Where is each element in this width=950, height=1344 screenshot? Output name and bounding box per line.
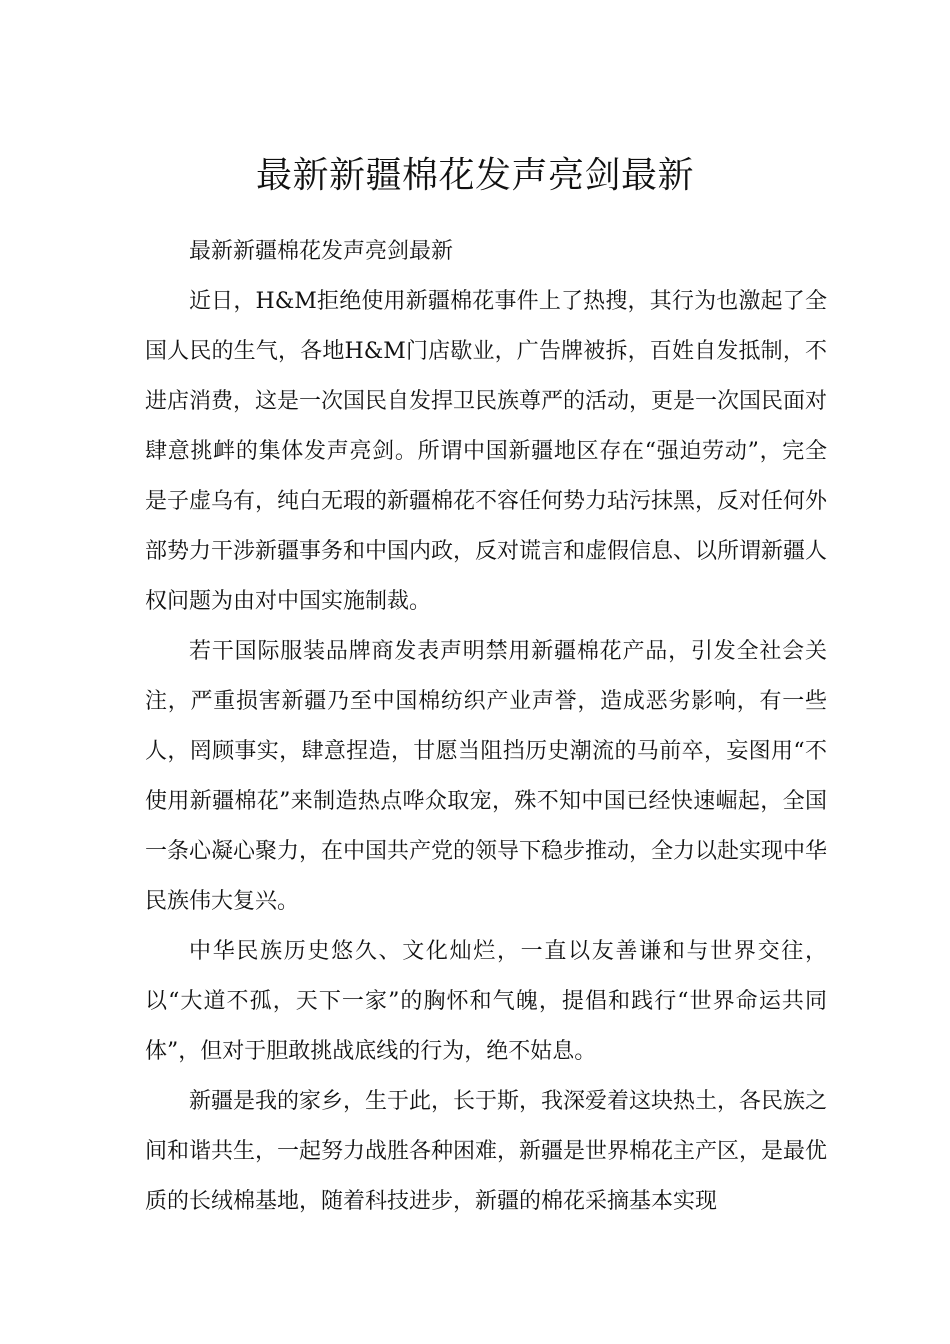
document-body <box>145 227 827 1227</box>
document-title: 最新新疆棉花发声亮剑最新 <box>255 155 694 197</box>
paragraph-3: 中华民族历史悠久、文化灿烂，一直以友善谦和与世界交往，以“大道不孤，天下一家”的胸怀和气魄，提倡和践行“世界命运共同体”，但对于胆敢挑战底线的行为，绝不姑息。 <box>145 939 827 1064</box>
paragraph-1: 近日，H&M拒绝使用新疆棉花事件上了热搜，其行为也激起了全国人民的生气，各地H&M门店歇业，广告牌被拆，百姓自发抵制，不进店消费，这是一次国民自发捍卫民族尊严的活动，更是一次国民面对肆意挑衅的集体发声亮剑。所谓中国新疆地区存在“强迫劳动”，完全是子虚乌有，纯白无瑕的新疆棉花不容任何势力玷污抹黑，反对任何外部势力干涉新疆事务和中国内政，反对谎言和虚假信息、以所谓新疆人权问题为由对中国实施制裁。 <box>145 289 828 614</box>
paragraph-4: 新疆是我的家乡，生于此，长于斯，我深爱着这块热土，各民族之间和谐共生，一起努力战胜各种困难，新疆是世界棉花主产区，是最优质的长绒棉基地，随着科技进步，新疆的棉花采摘基本实现 <box>145 1089 828 1214</box>
paragraph-subtitle: 最新新疆棉花发声亮剑最新 <box>189 239 454 264</box>
paragraph-2: 若干国际服装品牌商发表声明禁用新疆棉花产品，引发全社会关注，严重损害新疆乃至中国棉纺织产业声誉，造成恶劣影响，有一些人，罔顾事实，肆意捏造，甘愿当阻挡历史潮流的马前卒，妄图用“不使用新疆棉花”来制造热点哗众取宠，殊不知中国已经快速崛起，全国一条心凝心聚力，在中国共产党的领导下稳步推动，全力以赴实现中华民族伟大复兴。 <box>145 639 828 914</box>
